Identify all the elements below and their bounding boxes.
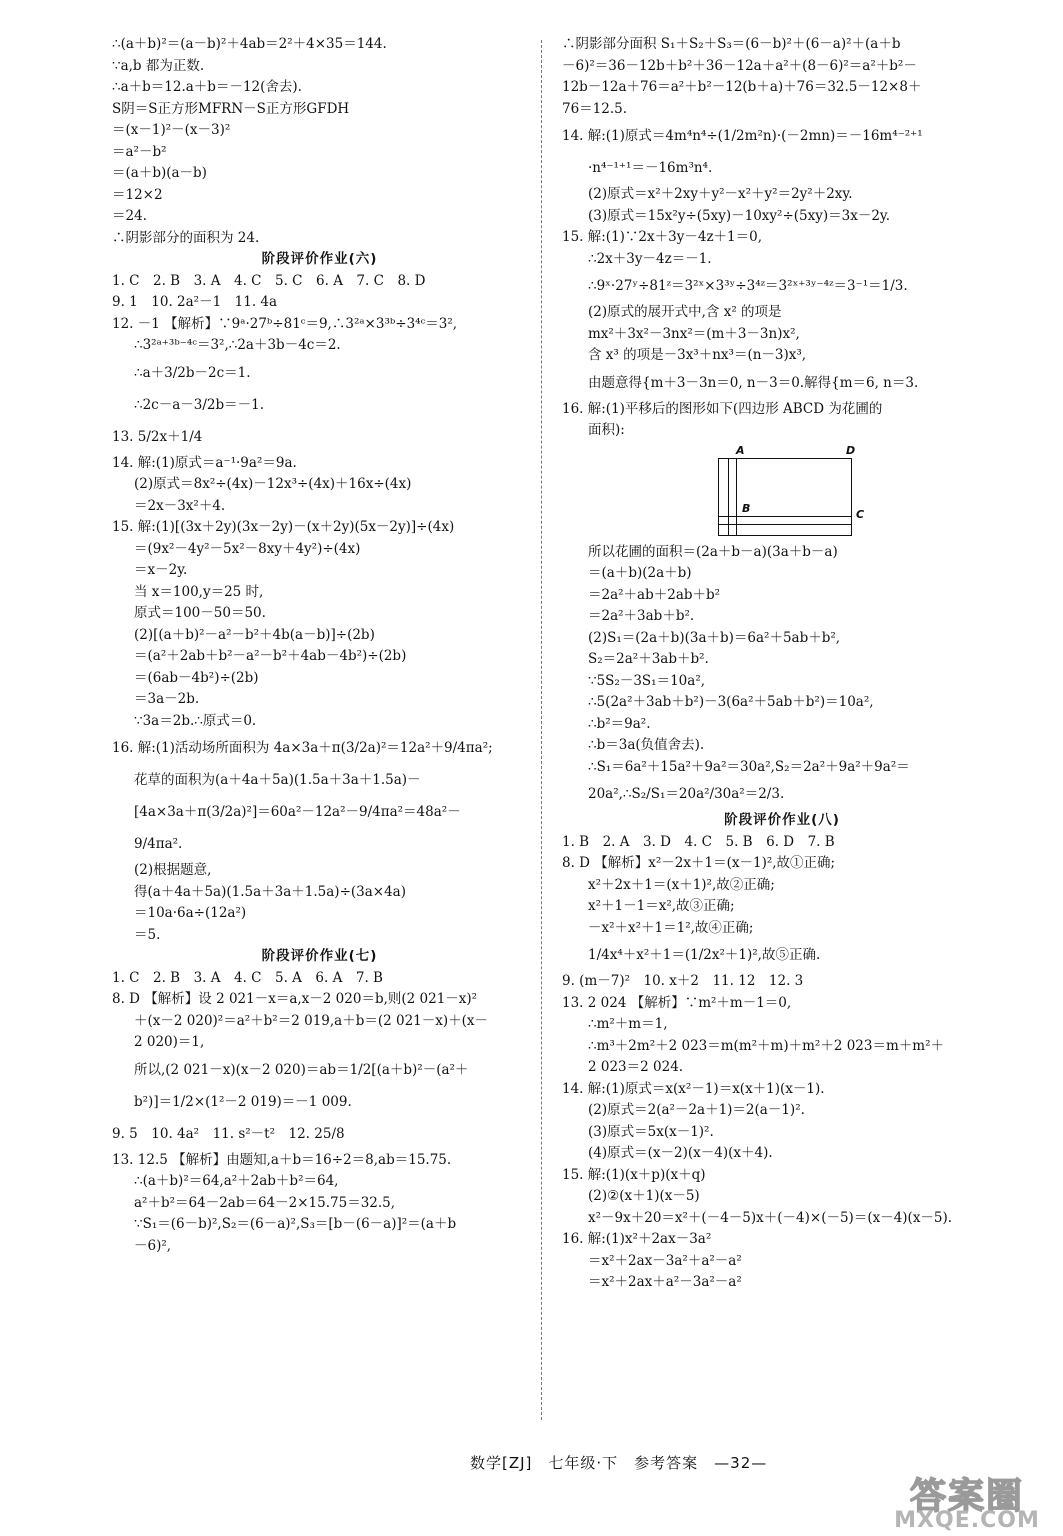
answer-line: ＝x－2y. bbox=[134, 562, 188, 578]
answer-line: ＝(a²＋2ab＋b²－a²－b²＋4ab－4b²)÷(2b) bbox=[134, 648, 407, 664]
answer-line: x²＋1－1＝x²,故③正确; bbox=[588, 898, 735, 914]
answer-line: (2)S₁＝(2a＋b)(3a＋b)＝6a²＋5ab＋b², bbox=[588, 629, 841, 646]
answer-line: 9. 5 10. 4a² 11. s²－t² 12. 25/8 bbox=[112, 1125, 345, 1142]
answer-line: 所以花圃的面积＝(2a＋b－a)(3a＋b－a) bbox=[588, 543, 838, 560]
figure-horizontal-line bbox=[718, 524, 852, 525]
answer-line: ＝(x－1)²－(x－3)² bbox=[112, 122, 231, 138]
answer-line: ∴m³＋2m²＋2 023＝m(m²＋m)＋m²＋2 023＝m＋m²＋ bbox=[588, 1037, 944, 1054]
answer-line: ∵a,b 都为正数. bbox=[112, 57, 205, 74]
answer-line: ＝a²－b² bbox=[112, 143, 167, 160]
answer-line: ∴阴影部分的面积为 24. bbox=[112, 229, 260, 246]
answer-line: 14. 解:(1)原式＝a⁻¹·9a²＝9a. bbox=[112, 454, 297, 471]
page-footer: 数学[ZJ] 七年级·下 参考答案 —32— bbox=[470, 1454, 768, 1472]
answer-line: ∴9ˣ·27ʸ÷81ᶻ＝3²ˣ×3³ʸ÷3⁴ᶻ＝3²ˣ⁺³ʸ⁻⁴ᶻ＝3⁻¹＝1/3. bbox=[588, 278, 908, 294]
answer-line: 13. 2 024 【解析】∵m²＋m－1＝0, bbox=[562, 994, 792, 1011]
answer-line: ＝(a＋b)(a－b) bbox=[112, 165, 207, 181]
answer-line: 9. (m－7)² 10. x＋2 11. 12 12. 3 bbox=[562, 973, 804, 989]
answer-line: ∴a＋3/2b－2c＝1. bbox=[134, 364, 251, 381]
answer-line: 76＝12.5. bbox=[562, 100, 628, 117]
answer-line: 9. 1 10. 2a²－1 11. 4a bbox=[112, 294, 278, 310]
answer-line: ＝(9x²－4y²－5x²－8xy＋4y²)÷(4x) bbox=[134, 540, 361, 557]
answer-line: 得(a＋4a＋5a)(1.5a＋3a＋1.5a)÷(3a×4a) bbox=[134, 883, 406, 900]
answer-line: x²－9x＋20＝x²＋(－4－5)x＋(－4)×(－5)＝(x－4)(x－5). bbox=[588, 1209, 953, 1226]
answer-line: ∴阴影部分面积 S₁＋S₂＋S₃＝(6－b)²＋(6－a)²＋(a＋b bbox=[562, 36, 901, 52]
answer-line: ∴(a＋b)²＝64,a²＋2ab＋b²＝64, bbox=[134, 1173, 339, 1189]
answer-line: 16. 解:(1)活动场所面积为 4a×3a＋π(3/2a)²＝12a²＋9/4πa²; bbox=[112, 740, 493, 756]
answer-line: 12. －1 【解析】∵9ᵃ·27ᵇ÷81ᶜ＝9,∴3²ᵃ×3³ᵇ÷3⁴ᶜ＝3², bbox=[112, 315, 458, 332]
answer-line: (2)②(x＋1)(x－5) bbox=[588, 1188, 700, 1204]
answer-line: 15. 解:(1)(x＋p)(x＋q) bbox=[562, 1166, 706, 1183]
answer-line: (2)原式＝x²＋2xy＋y²－x²＋y²＝2y²＋2xy. bbox=[588, 186, 853, 202]
answer-line: 15. 解:(1)∵2x＋3y－4z＋1＝0, bbox=[562, 229, 763, 245]
answer-line: ∴2x＋3y－4z＝－1. bbox=[588, 250, 712, 267]
answer-line: ∴m²＋m＝1, bbox=[588, 1016, 668, 1032]
answer-line: (3)原式＝15x²y÷(5xy)－10xy²÷(5xy)＝3x－2y. bbox=[588, 207, 891, 224]
answer-line: 花草的面积为(a＋4a＋5a)(1.5a＋3a＋1.5a)－ bbox=[134, 772, 421, 788]
answer-line: [4a×3a＋π(3/2a)²]＝60a²－12a²－9/4πa²＝48a²－ bbox=[134, 804, 461, 820]
answer-line: ·n⁴⁻¹⁺¹＝－16m³n⁴. bbox=[588, 160, 713, 176]
answer-line: (2)原式＝2(a²－2a＋1)＝2(a－1)². bbox=[588, 1102, 805, 1118]
answer-line: S阴＝S正方形MFRN－S正方形GFDH bbox=[112, 100, 350, 117]
watermark-logo bbox=[882, 1468, 1062, 1536]
answer-line: ＝24. bbox=[112, 208, 147, 224]
watermark-url: MXQE.COM bbox=[894, 1508, 1040, 1533]
answer-line: ＝10a·6a÷(12a²) bbox=[134, 905, 247, 921]
answer-line: ＝12×2 bbox=[112, 186, 163, 203]
answer-line: 16. 解:(1)x²＋2ax－3a² bbox=[562, 1231, 712, 1247]
answer-line: 由题意得{m＋3－3n＝0, n－3＝0.解得{m＝6, n＝3. bbox=[588, 374, 919, 391]
answer-line: ∴3²ᵃ⁺³ᵇ⁻⁴ᶜ＝3²,∴2a＋3b－4c＝2. bbox=[134, 337, 341, 353]
figure-label-a: A bbox=[736, 443, 745, 457]
garden-figure bbox=[562, 443, 1002, 538]
answer-line: ＝3a－2b. bbox=[134, 691, 200, 707]
answer-line: 14. 解:(1)原式＝4m⁴n⁴÷(1/2m²n)·(－2mn)＝－16m⁴⁻²⁺¹ bbox=[562, 128, 923, 144]
answer-line: ∴2c－a－3/2b＝－1. bbox=[134, 396, 265, 413]
answer-line: ∵3a＝2b.∴原式＝0. bbox=[134, 712, 257, 729]
answer-line: (2)根据题意, bbox=[134, 862, 212, 878]
watermark-title: 答案圈 bbox=[909, 1476, 1024, 1517]
answer-line: ＝2a²＋3ab＋b². bbox=[588, 608, 695, 624]
answer-line: －6)², bbox=[134, 1237, 172, 1254]
answer-line: 1/4x⁴＋x²＋1＝(1/2x²＋1)²,故⑤正确. bbox=[588, 947, 821, 963]
figure-horizontal-line bbox=[718, 516, 852, 517]
answer-line: (3)原式＝5x(x－1)². bbox=[588, 1123, 714, 1140]
answer-line: ＋(x－2 020)²＝a²＋b²＝2 019,a＋b＝(2 021－x)＋(x－ bbox=[134, 1012, 489, 1029]
answer-line: ＝2a²＋ab＋2ab＋b² bbox=[588, 586, 721, 603]
answer-line: 12b－12a＋76＝a²＋b²－12(b＋a)＋76＝32.5－12×8＋ bbox=[562, 79, 922, 95]
answer-line: ∴S₁＝6a²＋15a²＋9a²＝30a²,S₂＝2a²＋9a²＋9a²＝ bbox=[588, 758, 910, 775]
figure-label-b: B bbox=[742, 501, 751, 515]
answer-line: 原式＝100－50＝50. bbox=[134, 605, 266, 621]
answer-line: －6)²＝36－12b＋b²＋36－12a＋a²＋(8－6)²＝a²＋b²－ bbox=[562, 57, 917, 74]
answer-line: 8. D 【解析】x²－2x＋1＝(x－1)²,故①正确; bbox=[562, 855, 836, 871]
answer-line: －x²＋x²＋1＝1²,故④正确; bbox=[588, 919, 754, 936]
answer-line: 13. 5/2x＋1/4 bbox=[112, 428, 203, 445]
answer-line: (2)[(a＋b)²－a²－b²＋4b(a－b)]÷(2b) bbox=[134, 626, 375, 643]
answer-line: 2 020)＝1, bbox=[134, 1034, 205, 1050]
answer-line: ＝x²＋2ax－3a²＋a²－a² bbox=[588, 1252, 742, 1269]
figure-label-d: D bbox=[846, 443, 856, 457]
answer-line: 所以,(2 021－x)(x－2 020)＝ab＝1/2[(a＋b)²－(a²＋ bbox=[134, 1061, 469, 1078]
answer-line: ∵5S₂－3S₁＝10a², bbox=[588, 672, 706, 689]
answer-line: b²)]＝1/2×(1²－2 019)＝－1 009. bbox=[134, 1093, 352, 1110]
answer-line: ＝(6ab－4b²)÷(2b) bbox=[134, 669, 259, 686]
answer-line: 15. 解:(1)[(3x＋2y)(3x－2y)－(x＋2y)(5x－2y)]÷(4x) bbox=[112, 519, 455, 535]
answer-line: ∴a＋b＝12.a＋b＝－12(舍去). bbox=[112, 79, 302, 95]
answer-line: (2)原式的展开式中,含 x² 的项是 bbox=[588, 304, 782, 320]
section-heading: 阶段评价作业(六) bbox=[261, 251, 378, 267]
answer-line: 1. B 2. A 3. D 4. C 5. B 6. D 7. B bbox=[562, 833, 835, 850]
answer-line: 含 x³ 的项是－3x³＋nx³＝(n－3)x³, bbox=[588, 347, 807, 363]
left-column bbox=[112, 34, 527, 1257]
section-heading: 阶段评价作业(七) bbox=[261, 948, 378, 964]
answer-line: ∴b＝3a(负值舍去). bbox=[588, 737, 705, 753]
answer-line: S₂＝2a²＋3ab＋b². bbox=[588, 651, 709, 667]
answer-line: 2 023＝2 024. bbox=[588, 1059, 684, 1075]
column-divider bbox=[541, 40, 542, 1420]
right-column bbox=[562, 34, 1002, 1294]
answer-line: x²＋2x＋1＝(x＋1)²,故②正确; bbox=[588, 876, 775, 893]
answer-line: (4)原式＝(x－2)(x－4)(x＋4). bbox=[588, 1145, 773, 1161]
answer-line: ＝2x－3x²＋4. bbox=[134, 497, 226, 514]
answer-line: ∵S₁＝(6－b)²,S₂＝(6－a)²,S₃＝[b－(6－a)]²＝(a＋b bbox=[134, 1216, 457, 1232]
answer-line: 1. C 2. B 3. A 4. C 5. C 6. A 7. C 8. D bbox=[112, 272, 426, 289]
answer-line: 16. 解:(1)平移后的图形如下(四边形 ABCD 为花圃的 bbox=[562, 400, 883, 417]
answer-line: 20a²,∴S₂/S₁＝20a²/30a²＝2/3. bbox=[588, 786, 785, 802]
answer-line: 面积): bbox=[588, 422, 625, 438]
answer-line: mx²＋3x²－3nx²＝(m＋3－3n)x², bbox=[588, 325, 800, 342]
answer-line: 9/4πa². bbox=[134, 836, 183, 852]
figure-label-c: C bbox=[856, 507, 865, 521]
section-heading: 阶段评价作业(八) bbox=[724, 812, 840, 828]
answer-line: 8. D 【解析】设 2 021－x＝a,x－2 020＝b,则(2 021－x)² bbox=[112, 991, 478, 1007]
answer-line: ∴5(2a²＋3ab＋b²)－3(6a²＋5ab＋b²)＝10a², bbox=[588, 694, 874, 710]
answer-line: ＝(a＋b)(2a＋b) bbox=[588, 565, 692, 581]
answer-line: ＝5. bbox=[134, 926, 161, 943]
answer-line: a²＋b²＝64－2ab＝64－2×15.75＝32.5, bbox=[134, 1194, 396, 1211]
answer-line: (2)原式＝8x²÷(4x)－12x³÷(4x)＋16x÷(4x) bbox=[134, 476, 412, 492]
answer-line: ＝x²＋2ax＋a²－3a²－a² bbox=[588, 1274, 742, 1290]
answer-line: 1. C 2. B 3. A 4. C 5. A 6. A 7. B bbox=[112, 969, 383, 986]
answer-line: 当 x＝100,y＝25 时, bbox=[134, 583, 264, 600]
answer-line: ∴b²＝9a². bbox=[588, 715, 651, 732]
answer-line: 14. 解:(1)原式＝x(x²－1)＝x(x＋1)(x－1). bbox=[562, 1080, 825, 1097]
answer-line: 13. 12.5 【解析】由题知,a＋b＝16÷2＝8,ab＝15.75. bbox=[112, 1151, 452, 1168]
answer-line: ∴(a＋b)²＝(a－b)²＋4ab＝2²＋4×35＝144. bbox=[112, 36, 387, 52]
